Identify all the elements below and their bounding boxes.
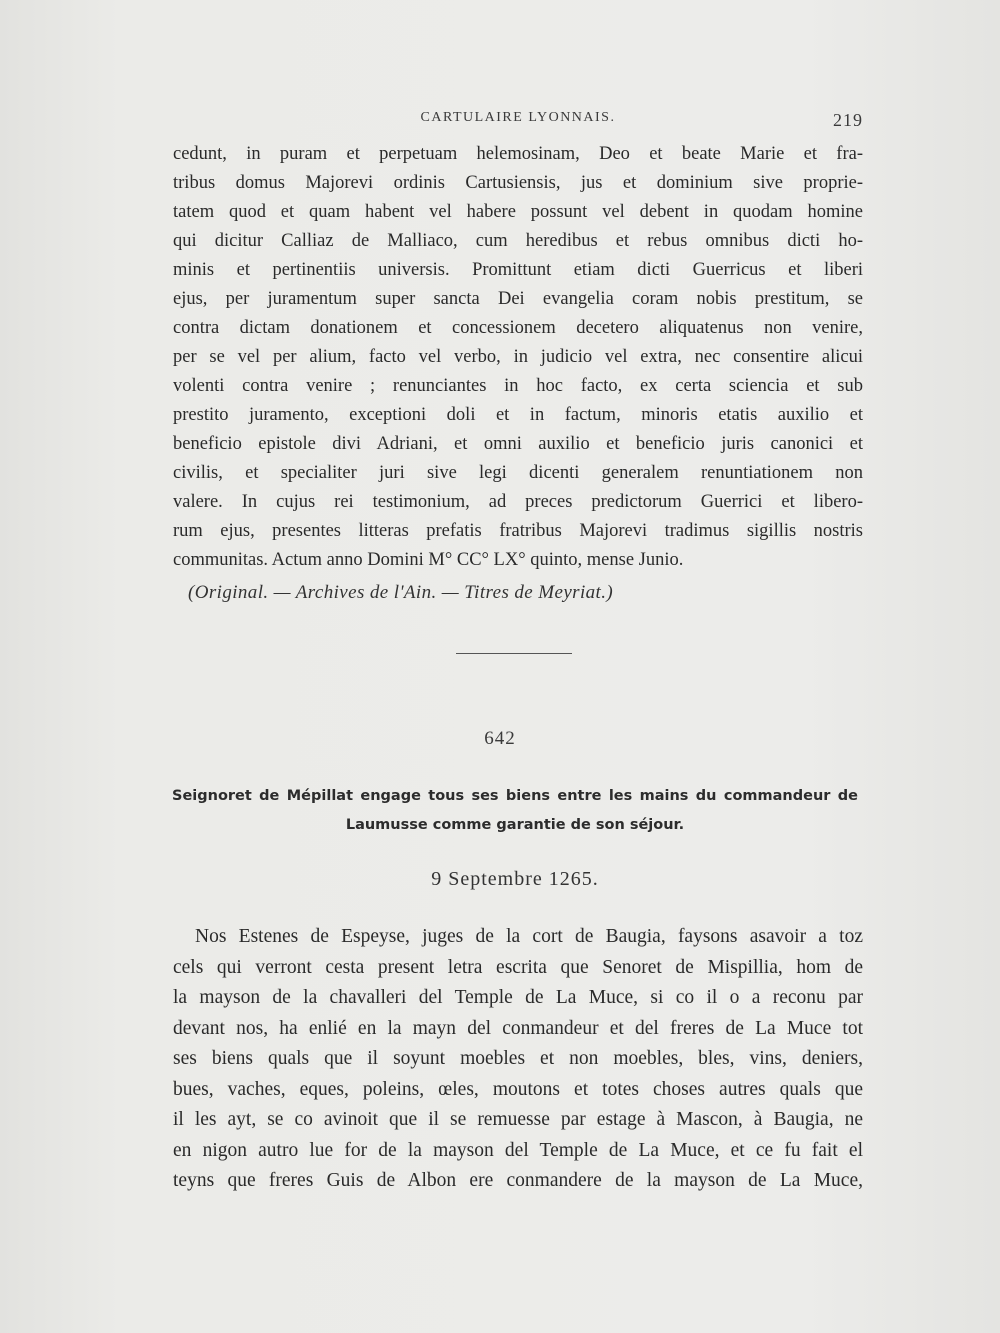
page-number: 219 xyxy=(833,110,863,130)
text-line: valere. In cujus rei testimonium, ad preces predictorum Guerrici et libero- xyxy=(173,492,863,512)
text-line: volenti contra venire ; renunciantes in hoc facto, ex certa sciencia et sub xyxy=(173,376,863,396)
text-line: rum ejus, presentes litteras prefatis fratribus Majorevi tradimus sigillis nostris xyxy=(173,521,863,541)
text-line: teyns que freres Guis de Albon ere conmandere de la mayson de La Muce, xyxy=(173,1170,863,1191)
text-line: la mayson de la chavalleri del Temple de La Muce, si co il o a reconu par xyxy=(173,987,863,1008)
latin-charter-text xyxy=(173,140,863,575)
text-line: tribus domus Majorevi ordinis Cartusiensis, jus et dominium sive proprie- xyxy=(173,173,863,193)
text-line: qui dicitur Calliaz de Malliaco, cum heredibus et rebus omnibus dicti ho- xyxy=(173,231,863,251)
source-note: (Original. — Archives de l'Ain. — Titres de Meyriat.) xyxy=(188,582,614,603)
text-line: devant nos, ha enlié en la mayn del conmandeur et del freres de La Muce tot xyxy=(173,1017,863,1039)
document-summary xyxy=(172,782,858,840)
text-line: cels qui verront cesta present letra escrita que Senoret de Mispillia, hom de xyxy=(173,956,863,978)
text-line: tatem quod et quam habent vel habere possunt vel debent in quodam homine xyxy=(173,202,863,222)
text-line: Nos Estenes de Espeyse, juges de la cort de Baugia, faysons asavoir a toz xyxy=(195,926,863,947)
text-line: bues, vaches, eques, poleins, œles, moutons et totes choses autres quals que xyxy=(173,1078,863,1100)
text-line: communitas. Actum anno Domini M° CC° LX° quinto, mense Junio. xyxy=(173,550,684,570)
text-line: civilis, et specialiter juri sive legi dicenti generalem renuntiationem non xyxy=(173,463,863,483)
summary-line: Seignoret de Mépillat engage tous ses biens entre les mains du commandeur de xyxy=(172,788,858,804)
summary-line: Laumusse comme garantie de son séjour. xyxy=(345,817,685,833)
text-line: en nigon autro lue for de la mayson del Temple de La Muce, et ce fu fait el xyxy=(173,1139,863,1161)
text-line: contra dictam donationem et concessionem decetero aliquatenus non venire, xyxy=(173,318,863,338)
document-date: 9 Septembre 1265. xyxy=(431,868,599,890)
document-number: 642 xyxy=(484,728,516,749)
text-line: il les ayt, se co avinoit que il se remuesse par estage à Mascon, à Baugia, ne xyxy=(173,1109,863,1130)
text-line: beneficio epistole divi Adriani, et omni auxilio et beneficio juris canonici et xyxy=(173,434,863,454)
occitan-charter-text xyxy=(173,922,863,1197)
text-line: ses biens quals que il soyunt moebles et non moebles, bles, vins, deniers, xyxy=(173,1048,863,1069)
section-divider xyxy=(456,653,572,654)
text-line: ejus, per juramentum super sancta Dei evangelia coram nobis prestitum, se xyxy=(173,289,863,309)
text-line: prestito juramento, exceptioni doli et in factum, minoris etatis auxilio et xyxy=(173,405,863,425)
text-line: cedunt, in puram et perpetuam helemosinam, Deo et beate Marie et fra- xyxy=(173,144,863,164)
running-head xyxy=(173,110,863,134)
text-line: per se vel per alium, facto vel verbo, in judicio vel extra, nec consentire alicui xyxy=(173,347,863,367)
running-title: CARTULAIRE LYONNAIS. xyxy=(420,110,616,125)
text-line: minis et pertinentiis universis. Promittunt etiam dicti Guerricus et liberi xyxy=(173,260,863,280)
